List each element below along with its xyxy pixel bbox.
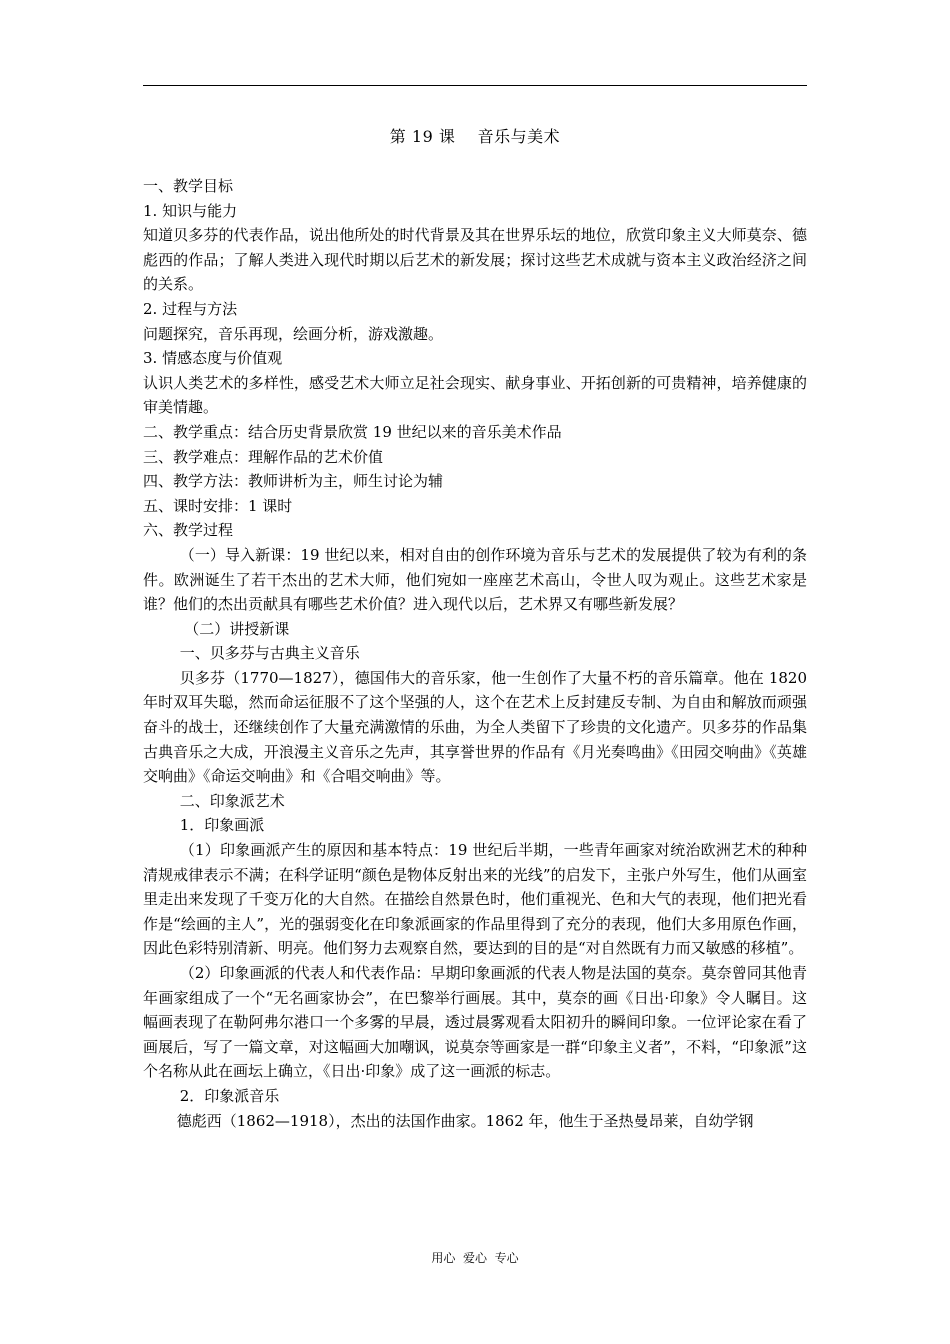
- subheading-knowledge: 1. 知识与能力: [143, 201, 238, 220]
- section-heading-objectives: 一、教学目标: [143, 177, 234, 195]
- paragraph-beethoven: 贝多芬（1770—1827），德国伟大的音乐家，他一生创作了大量不朽的音乐篇章。他在 1820 年时双耳失聪，然而命运征服不了这个坚强的人，这个在艺术上反封建反专制、为自由和解放而顽强奋斗的战士，还继续创作了大量充满激情的乐曲，为全人类留下了珍贵的文化遗产。贝多芬的作品集古典音乐之大成，开浪漫主义音乐之先声，其享誉世界的作品有《月光奏鸣曲》《田园交响曲》《英雄交响曲》《命运交响曲》和《合唱交响曲》等。: [143, 668, 807, 786]
- paragraph-attitude: 认识人类艺术的多样性，感受艺术大师立足社会现实、献身事业、开拓创新的可贵精神，培养健康的审美情趣。: [143, 373, 807, 417]
- subheading-impressionist-painting: 1．印象画派: [179, 816, 265, 835]
- header-rule: [143, 85, 807, 86]
- subheading-beethoven: 一、贝多芬与古典主义音乐: [179, 644, 360, 663]
- subheading-process: 2. 过程与方法: [143, 299, 238, 318]
- section-heading-schedule: 五、课时安排：1 课时: [143, 496, 293, 515]
- subheading-new-lesson: （二）讲授新课: [184, 619, 290, 638]
- paragraph-knowledge: 知道贝多芬的代表作品，说出他所处的时代背景及其在世界乐坛的地位，欣赏印象主义大师莫奈、德彪西的作品；了解人类进入现代时期以后艺术的新发展；探讨这些艺术成就与资本主义政治经济之间的关系。: [143, 226, 807, 294]
- subheading-impressionism: 二、印象派艺术: [179, 791, 285, 810]
- section-heading-difficulties: 三、教学难点：理解作品的艺术价值: [143, 447, 384, 466]
- page-footer: 用心 爱心 专心: [431, 1251, 519, 1265]
- paragraph-painting-origins: （1）印象画派产生的原因和基本特点：19 世纪后半期，一些青年画家对统治欧洲艺术的种种清规戒律表示不满；在科学证明“颜色是物体反射出来的光线”的启发下，主张户外写生，他们从画室里走出来发现了千变万化的大自然。在描绘自然景色时，他们重视光、色和大气的表现，他们把光看作是“绘画的主人”，光的强弱变化在印象派画家的作品里得到了充分的表现，他们大多用原色作画，因此色彩特别清新、明亮。他们努力去观察自然，要达到的目的是“对自然既有力而又敏感的移植”。: [143, 841, 807, 958]
- lesson-title: 第 19 课 音乐与美术: [389, 127, 561, 146]
- subheading-impressionist-music: 2．印象派音乐: [179, 1086, 280, 1105]
- paragraph-debussy: 德彪西（1862—1918），杰出的法国作曲家。1862 年，他生于圣热曼昂莱，自幼学钢: [176, 1111, 754, 1130]
- section-heading-key-points: 二、教学重点：结合历史背景欣赏 19 世纪以来的音乐美术作品: [143, 422, 562, 441]
- document-body: [143, 174, 807, 1133]
- section-heading-process: 六、教学过程: [143, 521, 234, 540]
- paragraph-painting-representatives: （2）印象画派的代表人和代表作品：早期印象画派的代表人物是法国的莫奈。莫奈曾同其他青年画家组成了一个“无名画家协会”，在巴黎举行画展。其中，莫奈的画《日出·印象》令人瞩目。这幅画表现了在勒阿弗尔港口一个多雾的早晨，透过晨雾观看太阳初升的瞬间印象。一位评论家在看了画展后，写了一篇文章，对这幅画大加嘲讽，说莫奈等画家是一群“印象主义者”，不料，“印象派”这个名称从此在画坛上确立，《日出·印象》成了这一画派的标志。: [143, 964, 807, 1081]
- paragraph-process: 问题探究，音乐再现，绘画分析，游戏激趣。: [143, 324, 444, 343]
- subheading-attitude: 3. 情感态度与价值观: [143, 349, 283, 368]
- paragraph-introduction: （一）导入新课：19 世纪以来，相对自由的创作环境为音乐与艺术的发展提供了较为有利的条件。欧洲诞生了若干杰出的艺术大师，他们宛如一座座艺术高山，令世人叹为观止。这些艺术家是谁？他们的杰出贡献具有哪些艺术价值？进入现代以后，艺术界又有哪些新发展？: [143, 545, 807, 614]
- section-heading-methods: 四、教学方法：教师讲析为主，师生讨论为辅: [143, 472, 444, 491]
